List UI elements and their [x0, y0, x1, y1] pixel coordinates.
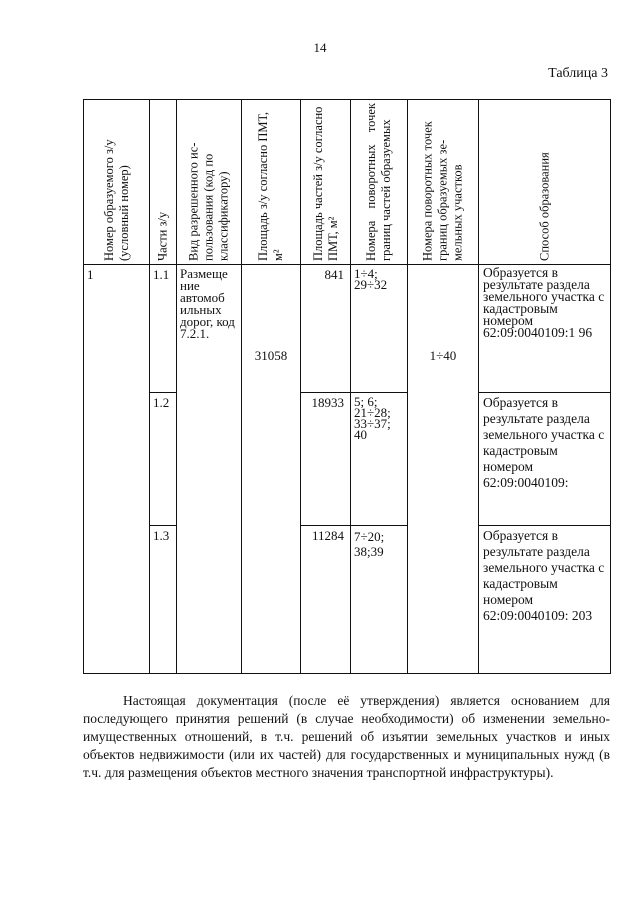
part-area-cell: 11284 [301, 526, 351, 674]
table-row [84, 265, 611, 393]
part-points-cell: 5; 6; 21÷28; 33÷37; 40 [351, 393, 408, 526]
page-number: 14 [313, 40, 327, 55]
table-row [84, 526, 611, 674]
plot-points-cell: 1÷40 [408, 265, 479, 674]
header-plot-number: Номер образуемого з/у (условный номер) [84, 100, 150, 265]
header-plot-area: Площадь з/у согласно ПМТ, м² [242, 100, 301, 265]
method-cell: Образуется в результате раздела земельного участка с кадастровым номером 62:09:0040109:1 96 [479, 265, 611, 393]
table-caption: Таблица 3 [548, 66, 608, 81]
table-row [84, 393, 611, 526]
part-cell: 1.2 [150, 393, 177, 526]
method-cell: Образуется в результате раздела земельного участка с кадастровым номером 62:09:0040109: [479, 393, 611, 526]
header-method: Способ образования [479, 100, 611, 265]
plot-number-cell: 1 [84, 265, 150, 674]
part-points-cell: 7÷20; 38;39 [351, 526, 408, 674]
part-cell: 1.3 [150, 526, 177, 674]
header-permitted-use: Вид разрешенного ис-пользования (код по классификатору) [177, 100, 242, 265]
header-plot-points: Номера поворотных точек границ образуемых зе-мельных участков [408, 100, 479, 265]
body-paragraph: Настоящая документация (после её утверждения) является основанием для последующего принятия решений (в случае необходимости) об изменении земельно- имущественных отношений, в т.ч. решений об изъятии земельных участков и иных объектов недвижимости (или их частей) для государственных и муниципальных нужд (в т.ч. для размещения объектов местного значения транспортной инфраструктуры). [83, 693, 610, 780]
table-header-row [84, 100, 611, 265]
part-area-cell: 841 [301, 265, 351, 393]
part-cell: 1.1 [150, 265, 177, 393]
permitted-use-cell: Размеще ние автомоб ильных дорог, код 7.2.1. [177, 265, 242, 674]
header-parts: Части з/у [150, 100, 177, 265]
header-part-points: Номера поворотных точек границ частей образуемых [351, 100, 408, 265]
part-area-cell: 18933 [301, 393, 351, 526]
plot-area-cell: 31058 [242, 265, 301, 674]
part-points-cell: 1÷4; 29÷32 [351, 265, 408, 393]
method-cell: Образуется в результате раздела земельного участка с кадастровым номером 62:09:0040109: 203 [479, 526, 611, 674]
header-part-area: Площадь частей з/у согласно ПМТ, м² [301, 100, 351, 265]
land-plots-table [83, 99, 611, 674]
